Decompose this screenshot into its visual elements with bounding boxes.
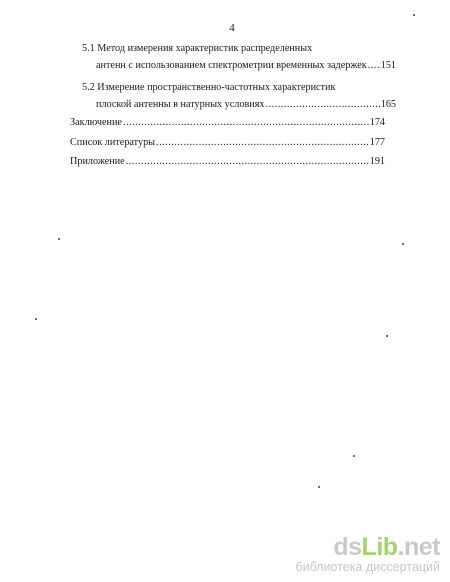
toc-entry-5-2-title bbox=[82, 82, 335, 94]
page-number: 4 bbox=[229, 22, 235, 34]
toc-leader-dots bbox=[155, 137, 370, 149]
dslib-watermark bbox=[296, 534, 440, 574]
toc-entry-references-label: Список литературы bbox=[70, 137, 156, 148]
logo-lib: Lib bbox=[361, 533, 398, 561]
toc-leader-dots bbox=[122, 117, 370, 129]
scan-speck bbox=[58, 238, 60, 240]
toc-leader-dots bbox=[265, 99, 381, 111]
toc-entry-5-2 bbox=[96, 99, 396, 111]
toc-entry-5-1-line2: антенн с использованием спектрометрии временных задержек bbox=[96, 60, 367, 71]
toc-entry-5-2-line2: плоской антенны в натурных условиях bbox=[96, 99, 265, 110]
scan-speck bbox=[318, 486, 320, 488]
toc-entry-conclusion bbox=[70, 117, 385, 129]
toc-entry-references bbox=[70, 137, 385, 149]
toc-leader-dots bbox=[367, 60, 381, 72]
toc-entry-5-1-title bbox=[82, 43, 312, 55]
toc-entry-references-page: 177 bbox=[369, 137, 385, 148]
toc-entry-5-1-page: 151 bbox=[380, 60, 396, 71]
toc-entry-appendix-page: 191 bbox=[369, 156, 385, 167]
toc-entry-5-1 bbox=[96, 60, 396, 72]
scan-speck bbox=[413, 14, 415, 16]
toc-entry-5-2-page: 165 bbox=[380, 99, 396, 110]
scan-speck bbox=[402, 243, 404, 245]
scan-speck bbox=[386, 335, 388, 337]
toc-entry-conclusion-label: Заключение bbox=[70, 117, 122, 128]
dslib-logo bbox=[296, 534, 440, 560]
toc-entry-appendix-label: Приложение bbox=[70, 156, 125, 167]
logo-net: .net bbox=[397, 533, 440, 561]
scan-speck bbox=[353, 455, 355, 457]
toc-entry-conclusion-page: 174 bbox=[369, 117, 385, 128]
toc-entry-5-1-line1: 5.1 Метод измерения характеристик распределенных bbox=[82, 43, 313, 54]
scan-speck bbox=[35, 318, 37, 320]
toc-entry-appendix bbox=[70, 156, 385, 168]
toc-entry-5-2-line1: 5.2 Измерение пространственно-частотных характеристик bbox=[82, 82, 336, 93]
logo-ds: ds bbox=[333, 533, 362, 561]
watermark-caption: библиотека диссертаций bbox=[295, 560, 440, 574]
toc-leader-dots bbox=[125, 156, 370, 168]
